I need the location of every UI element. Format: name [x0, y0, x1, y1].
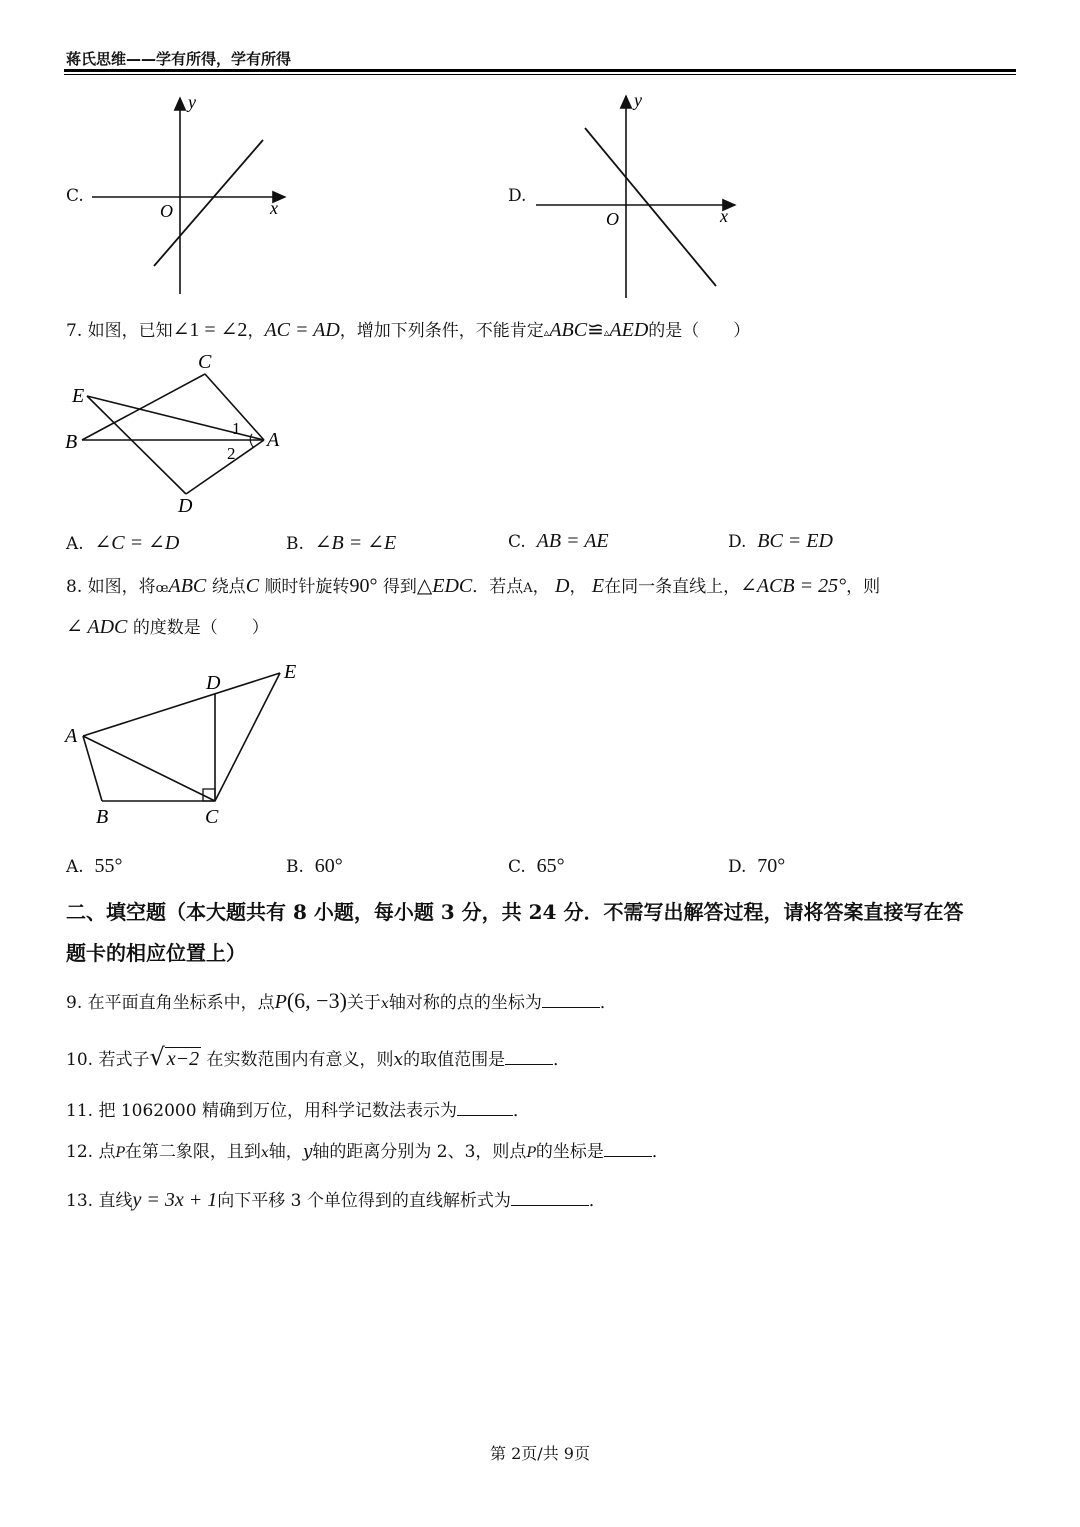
option-expr: BC = ED [757, 530, 833, 552]
q8-point-a: A [523, 581, 533, 596]
q7-option-a[interactable] [66, 530, 179, 555]
x-axis-label: x [720, 206, 728, 226]
sqrt-icon: √ [149, 1043, 165, 1071]
q12-text: 的坐标是 [535, 1142, 604, 1162]
q12-text: 轴， [268, 1142, 303, 1162]
q13-text: 向下平移 3 个单位得到的直线解析式为 [217, 1191, 511, 1211]
q8-text: 在同一条直线上， [604, 577, 741, 597]
q7-option-b[interactable] [286, 530, 396, 555]
point-d-label: D [206, 672, 221, 694]
q8-number: 8. [66, 577, 83, 597]
q8-text: 的度数是（ ） [132, 618, 269, 638]
q10-radicand: x−2 [166, 1048, 200, 1070]
q12-point: P [115, 1145, 125, 1161]
option-label: D. [728, 532, 747, 552]
answer-blank[interactable] [542, 991, 600, 1008]
y-axis-label: y [634, 90, 642, 110]
option-label: B. [286, 534, 304, 554]
q7-option-d[interactable] [728, 530, 833, 553]
point-c-label: C [205, 806, 219, 828]
q6-option-d-graph [530, 88, 750, 302]
q8-point-c: C [245, 575, 260, 597]
q8-triangle-2: △EDC [416, 575, 473, 597]
question-12 [66, 1137, 669, 1162]
q8-option-d[interactable] [728, 855, 785, 878]
q7-figure [62, 348, 292, 518]
q6-option-c-graph [80, 92, 300, 302]
option-label: C. [508, 532, 526, 552]
q10-end: ． [553, 1050, 571, 1070]
q12-text: 在第二象限，且到 [124, 1142, 261, 1162]
q8-text: ．若点 [472, 577, 524, 597]
question-10 [66, 1043, 570, 1071]
x-axis-label: x [270, 198, 278, 218]
q13-text: 直线 [98, 1191, 133, 1211]
q7-condition-1: ∠1 = ∠2 [172, 319, 248, 341]
q10-x: x [393, 1050, 404, 1070]
point-d-label: D [178, 495, 193, 517]
option-value: 55° [94, 855, 123, 877]
q13-number: 13. [66, 1191, 94, 1211]
q11-number: 11. [66, 1101, 94, 1121]
segment-cb [82, 374, 205, 440]
q7-congruent: ≌ [587, 319, 604, 341]
q8-text: ， [569, 577, 587, 597]
q10-text: 的取值范围是 [403, 1050, 506, 1070]
angle-2-label: 2 [227, 444, 236, 463]
option-expr: ∠B = ∠E [314, 532, 397, 554]
option-value: 70° [757, 855, 786, 877]
q12-y: y [302, 1142, 313, 1162]
option-label: A. [66, 857, 84, 877]
q12-text: 轴的距离分别为 2、3，则点 [312, 1142, 527, 1162]
q7-text-b: ，增加下列条件，不能肯定 [339, 321, 544, 341]
option-expr: AB = AE [536, 530, 609, 552]
question-8 [66, 572, 880, 598]
q6-option-d-label: D. [508, 186, 527, 206]
q9-end: ． [599, 993, 617, 1013]
triangle-icon: œ [155, 581, 169, 596]
q10-text: 在实数范围内有意义，则 [206, 1050, 394, 1070]
segment-ae [83, 673, 280, 736]
q7-triangle-2: AED [609, 319, 649, 341]
segment-da [186, 440, 264, 494]
header-rule-thick [64, 69, 1016, 72]
question-9 [66, 988, 617, 1014]
q9-text: 轴对称的点的坐标为 [388, 993, 542, 1013]
segment-ce [215, 673, 280, 801]
q9-point: P [274, 991, 287, 1013]
q8-option-a[interactable] [66, 855, 123, 878]
section-2-heading-line-2: 题卡的相应位置上） [66, 941, 246, 965]
answer-blank[interactable] [505, 1048, 553, 1065]
option-label: D. [728, 857, 747, 877]
header-rule-thin [64, 74, 1016, 75]
q8-text: 顺时针旋转 [264, 577, 350, 597]
q11-end: ． [512, 1101, 530, 1121]
q8-triangle: ABC [168, 575, 207, 597]
q9-text: 在平面直角坐标系中，点 [87, 993, 275, 1013]
option-expr: ∠C = ∠D [94, 532, 180, 554]
q9-text: 关于 [346, 993, 381, 1013]
angle-1-label: 1 [232, 419, 241, 438]
q9-x: x [380, 996, 389, 1012]
q8-text: ，则 [846, 577, 881, 597]
option-value: 65° [536, 855, 565, 877]
point-e-label: E [284, 661, 297, 683]
answer-blank[interactable] [457, 1099, 513, 1116]
q6-option-c-label: C. [66, 186, 84, 206]
option-label: B. [286, 857, 304, 877]
triangle-icon: ▵ [603, 326, 610, 339]
q12-number: 12. [66, 1142, 94, 1162]
q10-number: 10. [66, 1050, 94, 1070]
answer-blank[interactable] [604, 1140, 652, 1157]
option-label: C. [508, 857, 526, 877]
segment-ab [83, 736, 102, 801]
q12-text: 点 [98, 1142, 116, 1162]
triangle-icon: ▵ [543, 326, 550, 339]
q7-sep: ， [247, 321, 265, 341]
q8-angle: 90° [349, 575, 378, 597]
origin-label: O [160, 201, 173, 221]
point-a-label: A [267, 429, 280, 451]
q7-number: 7. [66, 321, 83, 341]
origin-label: O [606, 209, 619, 229]
segment-ac [83, 736, 215, 801]
section-2-heading: 二、填空题（本大题共有 8 小题，每小题 3 分，共 24 分．不需写出解答过程，请将答案直接写在答 [66, 900, 964, 924]
q8-text: 绕点 [211, 577, 246, 597]
point-e-label: E [72, 385, 85, 407]
point-c-label: C [198, 351, 212, 373]
q7-triangle-1: ABC [549, 319, 588, 341]
option-label: A. [66, 534, 84, 554]
q7-text: 如图，已知 [87, 321, 173, 341]
q13-equation: y = 3x + 1 [132, 1189, 218, 1211]
question-13 [66, 1186, 606, 1212]
page-footer: 第 2页/共 9页 [490, 1444, 590, 1463]
q8-angle-adc: ∠ ADC [66, 616, 128, 638]
point-b-label: B [96, 806, 109, 828]
q8-figure [60, 656, 310, 832]
q12-end: ． [651, 1142, 669, 1162]
y-axis-label: y [188, 92, 196, 112]
q8-option-c[interactable] [508, 855, 565, 878]
graph-line [585, 128, 716, 286]
option-value: 60° [314, 855, 343, 877]
answer-blank[interactable] [511, 1189, 589, 1206]
question-7 [66, 316, 750, 342]
q10-text: 若式子 [98, 1050, 150, 1070]
q13-end: ． [588, 1191, 606, 1211]
q8-text: ， [532, 577, 550, 597]
q12-x: x [260, 1145, 269, 1161]
q8-option-b[interactable] [286, 855, 343, 878]
q7-text-c: 的是（ ） [648, 321, 751, 341]
point-a-label: A [65, 725, 78, 747]
right-angle-mark [203, 789, 215, 801]
q8-condition: ∠ACB = 25° [740, 575, 847, 597]
q9-number: 9. [66, 993, 83, 1013]
q8-point-d: D [555, 575, 570, 597]
q8-text: 如图，将 [87, 577, 156, 597]
q7-option-c[interactable] [508, 530, 609, 553]
q8-point-e: E [591, 575, 605, 597]
q11-text: 把 1062000 精确到万位，用科学记数法表示为 [98, 1101, 457, 1121]
q9-coord: (6, −3) [286, 988, 347, 1013]
point-b-label: B [65, 431, 78, 453]
question-11 [66, 1096, 530, 1121]
q8-text: 得到 [382, 577, 417, 597]
q7-condition-2: AC = AD [264, 319, 340, 341]
question-8-line-2 [66, 613, 269, 639]
q12-point-2: P [526, 1145, 536, 1161]
page-header: 蒋氏思维——学有所得，学有所得 [66, 50, 292, 68]
